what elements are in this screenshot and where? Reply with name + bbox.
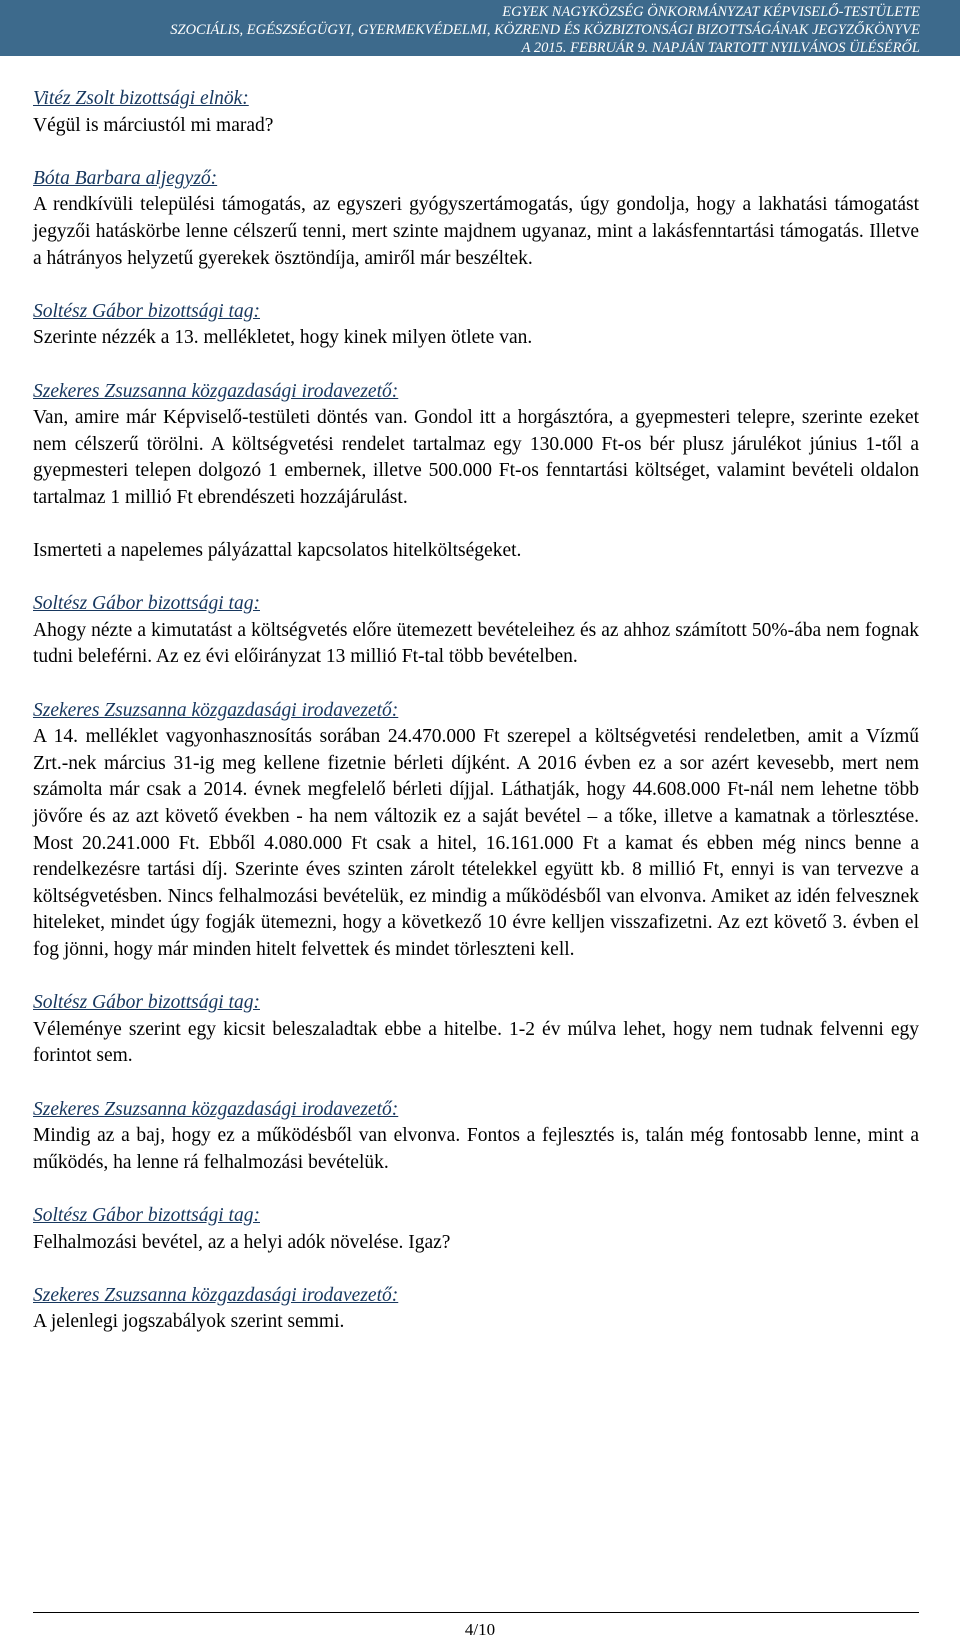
speech-block [33,591,919,671]
speech-text: A 14. melléklet vagyonhasznosítás sorában 24.470.000 Ft szerepel a költségvetési rendeletben, amit a Vízmű Zrt.-nek március 31-ig meg kellene fizetnie bérleti díjként. A 2016 évben ez a sor azért kevesebb, mert nem számolta már csak a 2014. évnek megfelelő bérleti díjjal. Láthatják, hogy 44.608.000 Ft-nál nem lehetne több jövőre és az azt követő években - ha nem változik ez a saját bevétel – a tőke, illetve a kamatnak a törlesztése. Most 20.241.000 Ft. Ebből 4.080.000 Ft csak a hitel, 16.161.000 Ft a kamat és ebben még nincs benne a rendelkezésre tartási díj. Szerinte éves szinten zárolt tételekkel együtt kb. 8 millió Ft, ennyi is van tervezve a költségvetésben. Nincs felhalmozási bevételük, ez mindig a működésből van elvonva. Amiket az idén felvesznek hiteleket, mindet úgy fogják ütemezni, hogy a következő 10 évre kelljen visszafizetni. Az ezt követő 3. évben el fog jönni, hogy már minden hitelt felvettek és mindet törleszteni kell. [33,726,919,960]
speech-block [33,299,919,352]
speech-block [33,166,919,272]
speech-text: A jelenlegi jogszabályok szerint semmi. [33,1311,345,1333]
document-header [0,0,960,56]
page-number: 4/10 [464,1620,496,1639]
footer-divider [33,1612,919,1613]
speech-block [33,86,919,139]
header-line-1: EGYEK NAGYKÖZSÉG ÖNKORMÁNYZAT KÉPVISELŐ-TESTÜLETE [502,4,920,20]
speech-block [33,990,919,1070]
speech-text: Ismerteti a napelemes pályázattal kapcsolatos hitelköltségeket. [33,540,522,562]
speech-block [33,1097,919,1177]
header-line-2: SZOCIÁLIS, EGÉSZSÉGÜGYI, GYERMEKVÉDELMI, KÖZREND ÉS KÖZBIZTONSÁGI BIZOTTSÁGÁNAK JEGYZŐKÖNYVE [170,22,920,38]
speech-block [33,1203,919,1256]
speaker-name: Szekeres Zsuzsanna közgazdasági irodavezető: [33,1098,399,1120]
header-line-3: A 2015. FEBRUÁR 9. NAPJÁN TARTOTT NYILVÁNOS ÜLÉSÉRŐL [521,40,920,56]
speaker-name: Bóta Barbara aljegyző: [33,167,218,189]
speech-block [33,379,919,565]
speech-text: Szerinte nézzék a 13. mellékletet, hogy kinek milyen ötlete van. [33,327,533,349]
speech-block [33,698,919,964]
speaker-name: Szekeres Zsuzsanna közgazdasági irodavezető: [33,1284,399,1306]
speech-text: Mindig az a baj, hogy ez a működésből van elvonva. Fontos a fejlesztés is, talán még fontosabb lenne, mint a működés, ha lenne rá felhalmozási bevételük. [33,1125,919,1173]
speaker-name: Soltész Gábor bizottsági tag: [33,1204,260,1226]
speaker-name: Szekeres Zsuzsanna közgazdasági irodavezető: [33,380,399,402]
speaker-name: Soltész Gábor bizottsági tag: [33,992,260,1014]
speech-text: Véleménye szerint egy kicsit beleszaladtak ebbe a hitelbe. 1-2 év múlva lehet, hogy nem tudnak felvenni egy forintot sem. [33,1018,919,1067]
speech-text: Végül is márciustól mi marad? [33,114,274,136]
speech-text: A rendkívüli települési támogatás, az egyszeri gyógyszertámogatás, úgy gondolja, hogy a lakhatási támogatást jegyzői hatáskörbe lenne célszerű tenni, mert szinte majdnem ugyanaz, mint a lakásfenntartási támogatás. Illetve a hátrányos helyzetű gyerekek ösztöndíja, amiről már beszéltek. [33,194,919,269]
speech-text: Felhalmozási bevétel, az a helyi adók növelése. Igaz? [33,1231,451,1253]
speaker-name: Vitéz Zsolt bizottsági elnök: [33,88,249,109]
speaker-name: Soltész Gábor bizottsági tag: [33,593,260,615]
transcript-body [33,86,919,1336]
speaker-name: Szekeres Zsuzsanna közgazdasági irodavezető: [33,699,399,721]
speech-block [33,1283,919,1336]
speaker-name: Soltész Gábor bizottsági tag: [33,300,260,322]
speech-text: Ahogy nézte a kimutatást a költségvetés előre ütemezett bevételeihez és az ahhoz számított 50%-ába nem fognak tudni beleférni. Az ez évi előirányzat 13 millió Ft-tal több bevételben. [33,619,919,668]
speech-text: Van, amire már Képviselő-testületi döntés van. Gondol itt a horgásztóra, a gyepmesteri telepre, szerinte ezeket nem célszerű törölni. A költségvetési rendelet tartalmaz egy 130.000 Ft-os bér plusz járulékot június 1-től a gyepmesteri telepen dolgozó 1 embernek, illetve 500.000 Ft-os fenntartási költséget, valamint bevételi oldalon tartalmaz 1 millió Ft ebrendészeti hozzájárulást. [33,407,919,508]
